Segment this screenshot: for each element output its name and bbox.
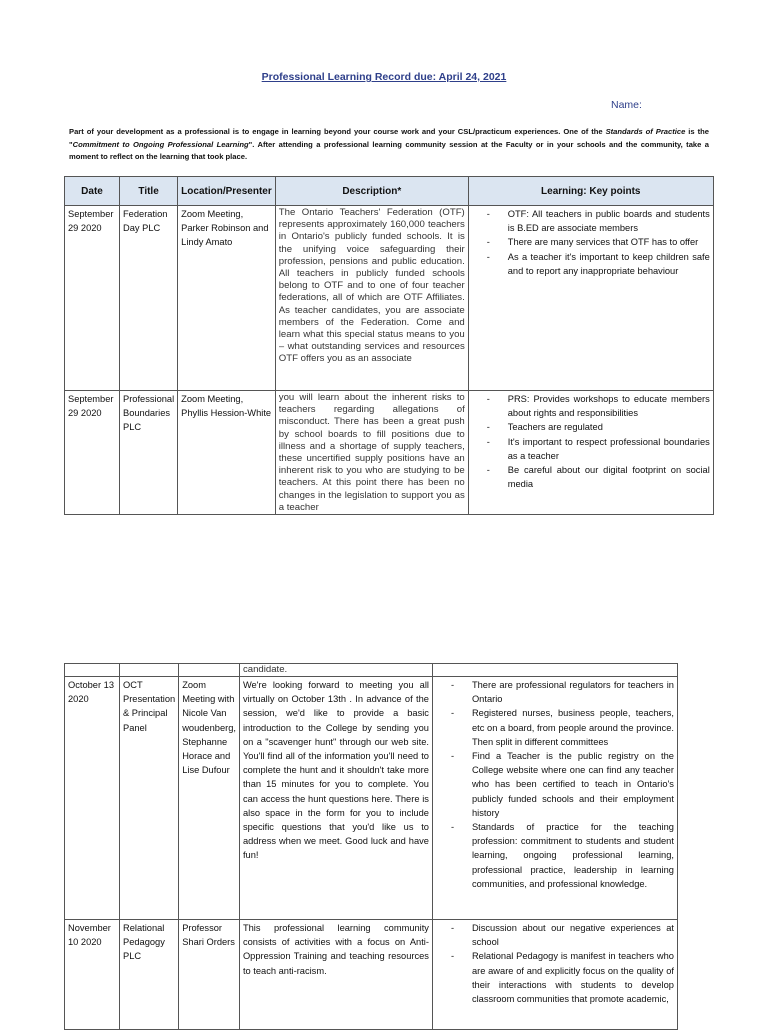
row-key-points: [468, 391, 713, 515]
row-date: September 29 2020: [65, 391, 120, 515]
row-description: candidate.: [239, 664, 432, 677]
row-description: you will learn about the inherent risks to teachers regarding allegations of misconduct. There has been a great push by school boards to fill positions due to illness and a shortage of supply teachers, these uncertified supply positions have an inherent risk to you who are studying to be teachers. At this point there has been no changes in the legislation to support you as a teacher: [275, 391, 468, 515]
row-title: Relational Pedagogy PLC: [120, 920, 179, 1030]
row-title: Federation Day PLC: [120, 206, 178, 391]
learning-record-table-continued: [64, 663, 678, 1030]
header-location: Location/Presenter: [178, 177, 276, 206]
row-key-points: [432, 677, 677, 920]
table-row: [65, 391, 714, 515]
row-description: We're looking forward to meeting you all virtually on October 13th . In advance of the session, we'd like to provide a basic introduction to the College by sending you on a "scavenger hunt" through our web site. You'll find all of the information you'll need to complete the hunt and it shouldn't take more than 15 minutes for you to complete. You can access the hunt questions here. There is also space in the form for you to include specific questions that you'd like us to address when we meet. Good luck and have fun!: [239, 677, 432, 920]
row-title: OCT Presentation & Principal Panel: [120, 677, 179, 920]
key-point: - Be careful about our digital footprint on social media: [508, 463, 710, 491]
key-point: - It's important to respect professional boundaries as a teacher: [508, 435, 710, 463]
key-point: - As a teacher it's important to keep children safe and to report any inappropriate behaviour: [508, 250, 710, 278]
key-point: - Relational Pedagogy is manifest in teachers who are aware of and explicitly focus on the quality of their interactions with students to develop classroom communities that promote academic,: [472, 949, 674, 1006]
key-point: - Find a Teacher is the public registry on the College website where one can find any teacher who has been certified to teach in Ontario's publicly funded schools and their employment history: [472, 749, 674, 820]
row-key-points: [468, 206, 713, 391]
row-location: Professor Shari Orders: [179, 920, 240, 1030]
row-date: October 13 2020: [65, 677, 120, 920]
table-row: [65, 206, 714, 391]
row-location: Zoom Meeting, Phyllis Hession-White: [178, 391, 276, 515]
key-point: - PRS: Provides workshops to educate members about rights and responsibilities: [508, 392, 710, 420]
table-row: [65, 677, 678, 920]
row-date: November 10 2020: [65, 920, 120, 1030]
header-date: Date: [65, 177, 120, 206]
row-description: The Ontario Teachers' Federation (OTF) represents approximately 160,000 teachers in Ontario's publicly funded schools. It is the unifying voice safeguarding their profession, pensions and public education. All teachers in publicly funded schools belong to OTF and to one of four teacher federations, all of which are OTF Affiliates. As teacher candidates, you are associate members of the Federation. Come and learn what this special status means to you – what outstanding services and resources OTF offers you as an associate: [275, 206, 468, 391]
intro-paragraph: Part of your development as a professional is to engage in learning beyond your course work and your CSL/practicum experiences. One of the Standards of Practice is the "Commitment to Ongoing Professional Learning". After attending a professional learning community session at the Faculty or in your schools and the community, take a moment to reflect on the learning that took place.: [69, 127, 709, 161]
key-point: - Registered nurses, business people, teachers, etc on a board, from people around the province. Then split in different committees: [472, 706, 674, 749]
row-date: September 29 2020: [65, 206, 120, 391]
key-point: - OTF: All teachers in public boards and students is B.ED are associate members: [508, 207, 710, 235]
learning-record-table: [64, 176, 714, 515]
table-row: [65, 664, 678, 677]
key-point: - Discussion about our negative experiences at school: [472, 921, 674, 949]
key-point: - There are professional regulators for teachers in Ontario: [472, 678, 674, 706]
table-row: [65, 920, 678, 1030]
key-point: - Teachers are regulated: [508, 420, 710, 434]
row-location: Zoom Meeting with Nicole Van woudenberg, Stephanne Horace and Lise Dufour: [179, 677, 240, 920]
header-title: Title: [120, 177, 178, 206]
key-point: - There are many services that OTF has to offer: [508, 235, 710, 249]
key-point: - Standards of practice for the teaching profession: commitment to students and student learning, ongoing professional learning, professional practice, leadership in learning communities, and professional knowledge.: [472, 820, 674, 891]
row-location: Zoom Meeting, Parker Robinson and Lindy Amato: [178, 206, 276, 391]
header-description: Description*: [275, 177, 468, 206]
row-key-points: [432, 920, 677, 1030]
name-label: Name:: [611, 99, 642, 111]
row-description: This professional learning community consists of activities with a focus on Anti- Oppression Training and teaching resources to teach anti-racism.: [239, 920, 432, 1030]
document-title: Professional Learning Record due: April 24, 2021: [261, 71, 507, 83]
row-title: Professional Boundaries PLC: [120, 391, 178, 515]
header-learning: Learning: Key points: [468, 177, 713, 206]
